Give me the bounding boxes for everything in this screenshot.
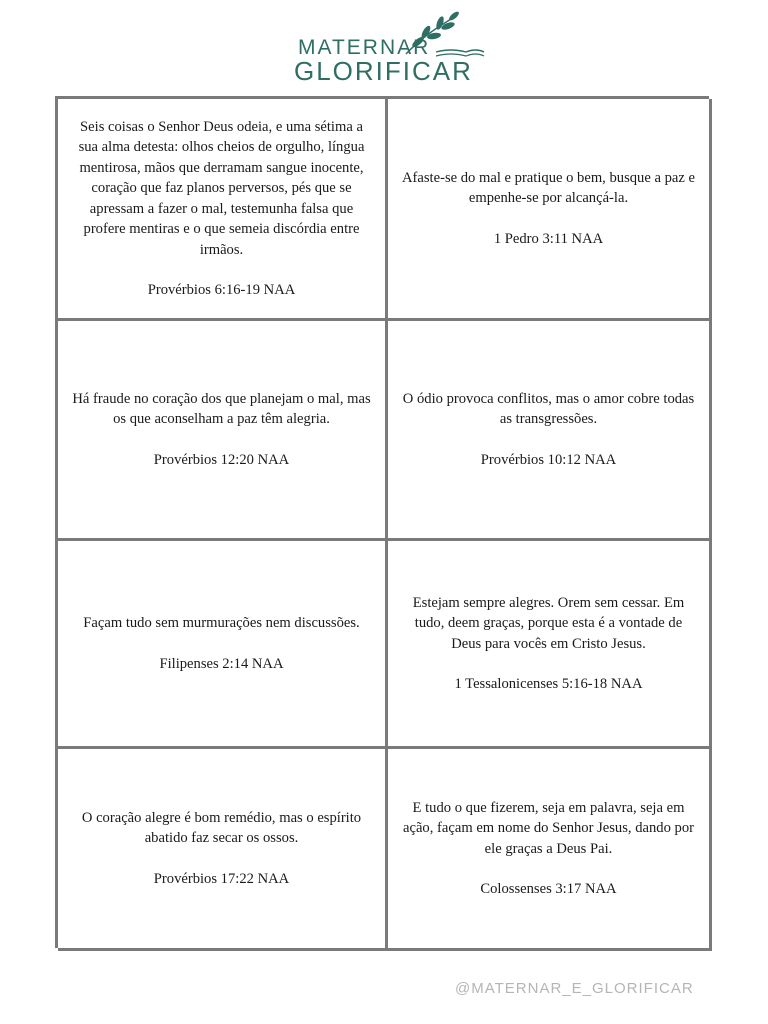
verse-text: Seis coisas o Senhor Deus odeia, e uma sétima a sua alma detesta: olhos cheios de orgulho, língua mentirosa, mãos que derramam sangue inocente, coração que faz planos perversos, pés que se apressam a fazer o mal, testemunha falsa que profere mentiras e o que semeia discórdia entre irmãos. (78, 118, 365, 258)
verse-text: Afaste-se do mal e pratique o bem, busque a paz e empenhe-se por alcançá-la. (402, 169, 695, 207)
logo-line-2: GLORIFICAR (294, 56, 473, 86)
verse-card (388, 321, 712, 541)
verse-reference: Filipenses 2:14 NAA (159, 655, 284, 672)
verse-reference: 1 Tessalonicenses 5:16-18 NAA (454, 676, 643, 692)
verse-reference: Provérbios 17:22 NAA (153, 870, 290, 887)
verse-reference: Provérbios 10:12 NAA (480, 451, 617, 468)
social-handle: @MATERNAR_E_GLORIFICAR (455, 980, 694, 997)
verse-card (388, 749, 712, 951)
verse-reference: Provérbios 12:20 NAA (153, 451, 290, 468)
verse-card (58, 321, 388, 541)
verse-card (388, 99, 712, 321)
verse-text: Há fraude no coração dos que planejam o mal, mas os que aconselham a paz têm alegria. (72, 390, 371, 428)
logo-line-1: MATERNAR (298, 36, 431, 59)
verse-card-grid (55, 96, 709, 948)
verse-text: O ódio provoca conflitos, mas o amor cobre todas as transgressões. (402, 390, 695, 428)
logo (292, 6, 492, 84)
verse-reference: 1 Pedro 3:11 NAA (493, 230, 604, 247)
verse-reference: Colossenses 3:17 NAA (480, 881, 617, 897)
verse-card (58, 749, 388, 951)
verse-text: E tudo o que fizerem, seja em palavra, seja em ação, façam em nome do Senhor Jesus, dando por ele graças a Deus Pai. (403, 799, 694, 857)
verse-text: O coração alegre é bom remédio, mas o espírito abatido faz secar os ossos. (81, 809, 362, 847)
verse-text: Estejam sempre alegres. Orem sem cessar. Em tudo, deem graças, porque esta é a vontade de Deus para vocês em Cristo Jesus. (412, 594, 685, 652)
verse-card (58, 541, 388, 749)
verse-reference: Provérbios 6:16-19 NAA (147, 282, 296, 298)
verse-card (388, 541, 712, 749)
verse-card (58, 99, 388, 321)
verse-text: Façam tudo sem murmurações nem discussões. (83, 615, 360, 631)
